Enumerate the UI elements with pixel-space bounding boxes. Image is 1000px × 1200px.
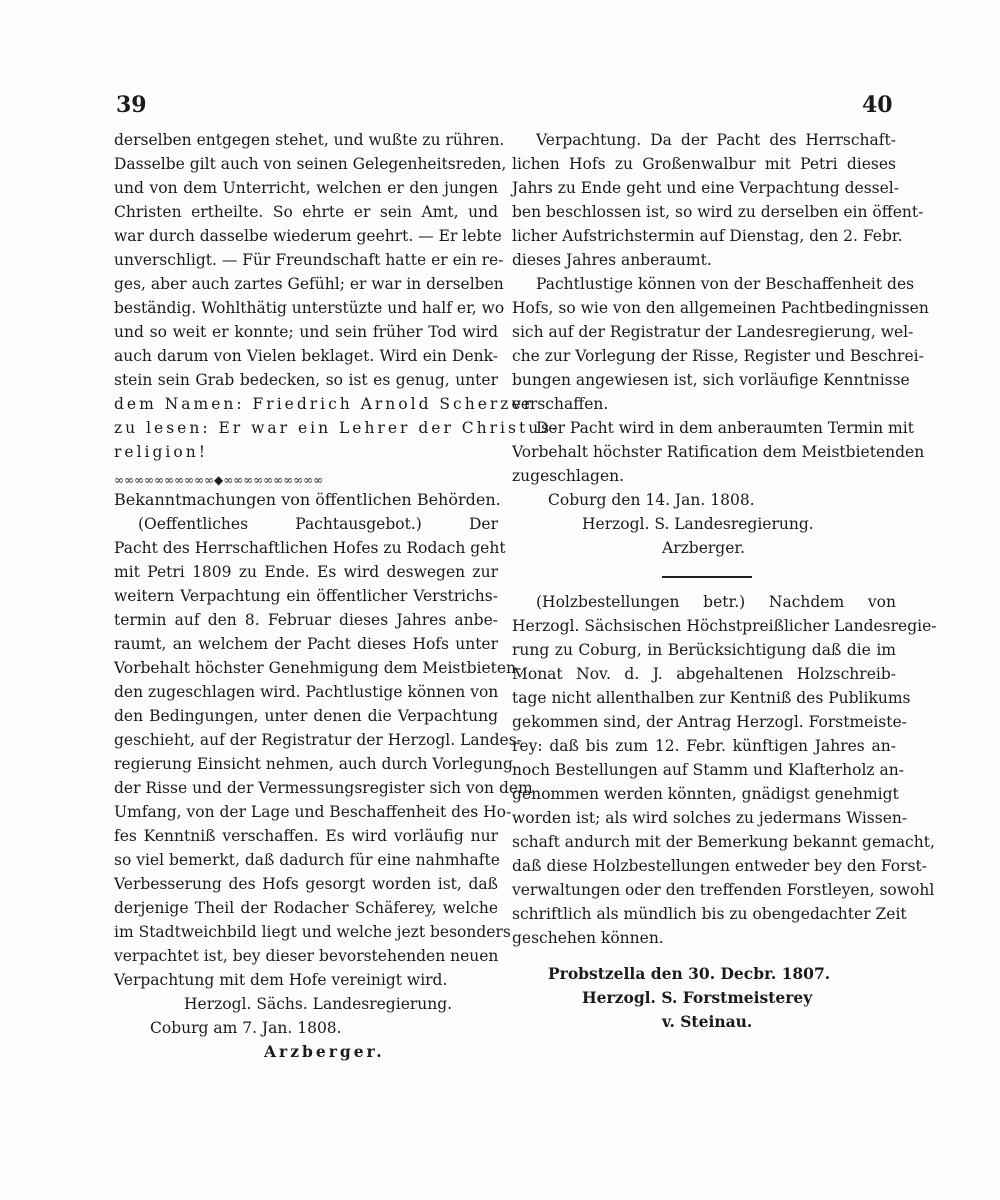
notice-line: (Holzbestellungen betr.) Nachdem von	[536, 593, 896, 611]
notice-line: so viel bemerkt, daß dadurch für eine nahmhafte	[114, 851, 500, 869]
signature-name: Arzberger.	[264, 1042, 385, 1061]
divider-rule	[662, 576, 752, 578]
notice-line: weitern Verpachtung ein öffentlicher Verstrichs-	[114, 587, 498, 605]
text-line: war durch dasselbe wiederum geehrt. — Er lebte	[114, 227, 502, 245]
notice-line: Vorbehalt höchster Genehmigung dem Meistbieten-	[114, 659, 522, 677]
notice-line: Jahrs zu Ende geht und eine Verpachtung dessel-	[512, 179, 899, 197]
notice-line: worden ist; als wird solches zu jedermans Wissen-	[512, 809, 908, 827]
notice-line: Monat Nov. d. J. abgehaltenen Holzschreib-	[512, 665, 896, 683]
text-line: stein sein Grab bedecken, so ist es genug, unter	[114, 371, 498, 389]
signature-place-date: Probstzella den 30. Decbr. 1807.	[548, 964, 831, 983]
signature-authority: Herzogl. S. Landesregierung.	[582, 515, 814, 533]
text-line: religion!	[114, 443, 208, 461]
notice-line: rey: daß bis zum 12. Febr. künftigen Jahres an-	[512, 737, 896, 755]
section-heading: Bekanntmachungen von öffentlichen Behörden.	[114, 490, 501, 509]
notice-line: termin auf den 8. Februar dieses Jahres anbe-	[114, 611, 498, 629]
notice-line: im Stadtweichbild liegt und welche jezt besonders	[114, 923, 511, 941]
text-line: Dasselbe gilt auch von seinen Gelegenheitsreden,	[114, 155, 507, 173]
notice-line: regierung Einsicht nehmen, auch durch Vorlegung	[114, 755, 513, 773]
text-line: und so weit er konnte; und sein früher Tod wird	[114, 323, 498, 341]
notice-line: Verpachtung. Da der Pacht des Herrschaft-	[536, 131, 896, 149]
signature-authority: Herzogl. S. Forstmeisterey	[582, 988, 813, 1007]
notice-line: fes Kenntniß verschaffen. Es wird vorläufig nur	[114, 827, 498, 845]
notice-line: Umfang, von der Lage und Beschaffenheit des Ho-	[114, 803, 512, 821]
notice-line: verwaltungen oder den treffenden Forstleyen, sowohl	[512, 881, 935, 899]
notice-line: Verbesserung des Hofs gesorgt worden ist, daß	[114, 875, 498, 893]
notice-line: verpachtet ist, bey dieser bevorstehenden neuen	[114, 947, 499, 965]
text-line: Christen ertheilte. So ehrte er sein Amt, und	[114, 203, 498, 221]
text-line: derselben entgegen stehet, und wußte zu rühren.	[114, 131, 505, 149]
notice-line: licher Aufstrichstermin auf Dienstag, den 2. Febr.	[512, 227, 903, 245]
notice-line: lichen Hofs zu Großenwalbur mit Petri dieses	[512, 155, 896, 173]
notice-line: derjenige Theil der Rodacher Schäferey, welche	[114, 899, 498, 917]
notice-line: Pacht des Herrschaftlichen Hofes zu Rodach geht	[114, 539, 506, 557]
notice-line: zugeschlagen.	[512, 467, 625, 485]
notice-line: genommen werden könnten, gnädigst genehmigt	[512, 785, 899, 803]
text-line: zu lesen: Er war ein Lehrer der Christus-	[114, 419, 561, 437]
left-column	[114, 128, 561, 1064]
notice-line: den zugeschlagen wird. Pachtlustige können von	[114, 683, 499, 701]
right-column	[512, 128, 937, 1034]
notice-line: tage nicht allenthalben zur Kentniß des Publikums	[512, 689, 911, 707]
page-number-left: 39	[116, 92, 147, 118]
notice-line: rung zu Coburg, in Berücksichtigung daß die im	[512, 641, 896, 659]
notice-line: Verpachtung mit dem Hofe vereinigt wird.	[114, 971, 448, 989]
notice-line: Vorbehalt höchster Ratification dem Meistbietenden	[512, 443, 925, 461]
notice-line: geschehen können.	[512, 929, 664, 947]
notice-line: mit Petri 1809 zu Ende. Es wird deswegen zur	[114, 563, 498, 581]
text-line: ges, aber auch zartes Gefühl; er war in derselben	[114, 275, 504, 293]
signature-place-date: Coburg den 14. Jan. 1808.	[548, 491, 755, 509]
notice-line: ben beschlossen ist, so wird zu derselben ein öffent-	[512, 203, 924, 221]
ornamental-divider: ∞∞∞∞∞∞∞∞∞∞◆∞∞∞∞∞∞∞∞∞∞	[114, 473, 324, 487]
notice-line: schaft andurch mit der Bemerkung bekannt gemacht,	[512, 833, 935, 851]
text-line: auch darum von Vielen beklaget. Wird ein Denk-	[114, 347, 498, 365]
notice-line: schriftlich als mündlich bis zu obengedachter Zeit	[512, 905, 907, 923]
notice-line: raumt, an welchem der Pacht dieses Hofs unter	[114, 635, 498, 653]
notice-line: Der Pacht wird in dem anberaumten Termin mit	[536, 419, 914, 437]
text-line: unverschligt. — Für Freundschaft hatte er ein re-	[114, 251, 504, 269]
text-line: beständig. Wohlthätig unterstüzte und half er, wo	[114, 299, 505, 317]
notice-line: gekommen sind, der Antrag Herzogl. Forstmeiste-	[512, 713, 907, 731]
text-line: und von dem Unterricht, welchen er den jungen	[114, 179, 498, 197]
notice-line: bungen angewiesen ist, sich vorläufige Kenntnisse	[512, 371, 910, 389]
notice-line: den Bedingungen, unter denen die Verpachtung	[114, 707, 498, 725]
signature-name: v. Steinau.	[662, 1012, 753, 1031]
notice-line: Pachtlustige können von der Beschaffenheit des	[536, 275, 915, 293]
notice-line: geschieht, auf der Registratur der Herzogl. Landes-	[114, 731, 522, 749]
signature-authority: Herzogl. Sächs. Landesregierung.	[184, 995, 453, 1013]
notice-line: Herzogl. Sächsischen Höchstpreißlicher Landesregie-	[512, 617, 937, 635]
notice-line: (Oeffentliches Pachtausgebot.) Der	[138, 515, 498, 533]
notice-line: verschaffen.	[512, 395, 609, 413]
notice-line: noch Bestellungen auf Stamm und Klafterholz an-	[512, 761, 904, 779]
text-line: dem Namen: Friedrich Arnold Scherzer	[114, 395, 535, 413]
page-number-right: 40	[862, 92, 893, 118]
notice-line: dieses Jahres anberaumt.	[512, 251, 712, 269]
signature-name: Arzberger.	[662, 539, 746, 557]
notice-line: der Risse und der Vermessungsregister sich von dem	[114, 779, 533, 797]
notice-line: sich auf der Registratur der Landesregierung, wel-	[512, 323, 914, 341]
notice-line: daß diese Holzbestellungen entweder bey den Forst-	[512, 857, 927, 875]
signature-place-date: Coburg am 7. Jan. 1808.	[150, 1019, 342, 1037]
notice-line: che zur Vorlegung der Risse, Register und Beschrei-	[512, 347, 924, 365]
notice-line: Hofs, so wie von den allgemeinen Pachtbedingnissen	[512, 299, 929, 317]
